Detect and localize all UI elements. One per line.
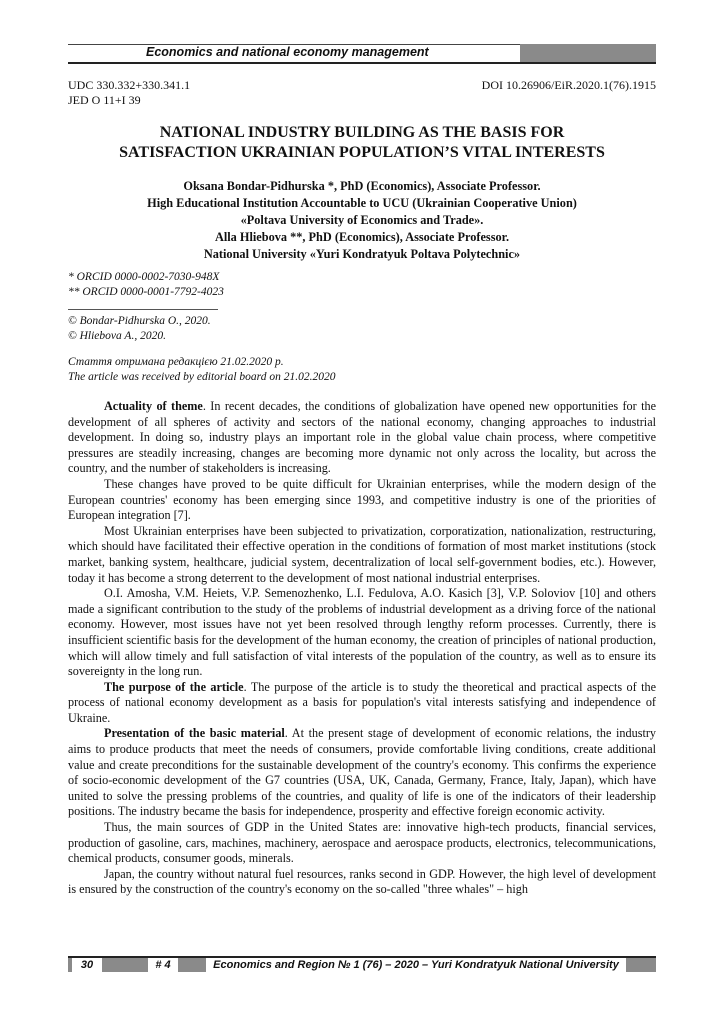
orcid-1[interactable]: * ORCID 0000-0002-7030-948X (68, 271, 220, 283)
running-header (68, 44, 656, 62)
title-line-1: NATIONAL INDUSTRY BUILDING AS THE BASIS FOR (159, 124, 565, 141)
received-note (68, 355, 335, 385)
paragraph-presentation (68, 726, 656, 820)
classification-codes (68, 78, 190, 108)
copyright-2: © Hliebova A., 2020. (68, 330, 166, 342)
heading-presentation: Presentation of the basic material (104, 726, 285, 741)
copyright-divider (68, 309, 218, 310)
paragraph-text: . The purpose of the article is to study the theoretical and practical aspects of the process of national economy development as a basis for population's vital interests satisfying and independence of Ukraine. (68, 679, 656, 725)
header-gray-block (520, 44, 656, 62)
affiliation-1a: High Educational Institution Accountable to UCU (Ukrainian Cooperative Union) (147, 196, 577, 210)
author-1: Oksana Bondar-Pidhurska *, PhD (Economics), Associate Professor. (183, 179, 541, 193)
copyright-block (68, 314, 211, 344)
paragraph-text: . At the present stage of development of economic relations, the industry aims to produce products that meet the needs of consumers, provide comfortable living conditions, create additional value and create preconditions for the sustainable development of the country's economy. This confirms the experience of socio-economic development of the G7 countries (USA, UK, Canada, Germany, France, Italy, Japan), which have united to solve the pressing problems of the countries, and quality of life is one of the indicators of their leadership positions. The industry became the basis for independence, prosperity and effective foreign economic activity. (68, 726, 656, 819)
copyright-1: © Bondar-Pidhurska O., 2020. (68, 315, 211, 327)
paragraph-text: . In recent decades, the conditions of globalization have opened new opportunities for the development of all spheres of activity and sectors of the national economy, changing approaches to industrial development. In doing so, industry plays an important role in the global value chain process, where competitive pressures are steadily increasing, changes are becoming more dynamic not only across the locality, but across the country, and the number of stakeholders is increasing. (68, 399, 656, 476)
paragraph: O.I. Amosha, V.M. Heiets, V.P. Semenozhenko, L.I. Fedulova, A.O. Kasich [3], V.P. Soloviov [10] and others made a significant contribution to the study of the problems of industrial development as a driving force of the national economy. However, most issues have not yet been resolved through lengthy reform processes. Currently, there is insufficient scientific basis for the development of the human economy, the creation of principles of national production, which will allow timely and full satisfaction of vital interests of the population of the country, as well as to ensure its sovereignty in the long run. (68, 586, 656, 679)
article-title (68, 123, 656, 163)
issue-number: # 4 (148, 958, 178, 972)
orcid-2[interactable]: ** ORCID 0000-0001-7792-4023 (68, 286, 224, 298)
page-number: 30 (72, 958, 102, 972)
paragraph-purpose (68, 680, 656, 727)
paragraph: Japan, the country without natural fuel resources, ranks second in GDP. However, the high level of development is ensured by the construction of the country's economy on the so-called "three whales" – high (68, 866, 656, 897)
heading-actuality: Actuality of theme (104, 399, 203, 413)
affiliation-1b: «Poltava University of Economics and Trade». (240, 213, 484, 227)
doi[interactable]: DOI 10.26906/EiR.2020.1(76).1915 (481, 78, 656, 92)
author-2: Alla Hliebova **, PhD (Economics), Associate Professor. (214, 230, 510, 244)
running-footer (68, 958, 656, 972)
paragraph: Thus, the main sources of GDP in the United States are: innovative high-tech products, financial services, production of gasoline, cars, machines, machinery, aerospace and aerospace products, electronics, telecommunications, chemical products, consumer goods, minerals. (68, 820, 656, 866)
article-body (68, 399, 656, 898)
journal-name: Economics and Region № 1 (76) – 2020 – Yuri Kondratyuk National University (206, 958, 626, 972)
author-block (68, 178, 656, 263)
received-ukrainian: Стаття отримана редакцією 21.02.2020 р. (68, 356, 284, 368)
received-english: The article was received by editorial board on 21.02.2020 (68, 371, 336, 383)
affiliation-2: National University «Yuri Kondratyuk Poltava Polytechnic» (203, 247, 521, 261)
section-title: Economics and national economy management (146, 45, 429, 59)
udc-code: UDC 330.332+330.341.1 (68, 78, 191, 92)
jel-code: JED O 11+I 39 (68, 93, 141, 107)
paragraph: These changes have proved to be quite difficult for Ukrainian enterprises, while the modern design of the European countries' economy has been emerging since 1993, and competitive industry is one of the priorities of European integration [7]. (68, 476, 656, 523)
header-rule (68, 62, 656, 64)
orcid-block (68, 270, 224, 300)
paragraph-actuality (68, 399, 656, 477)
paragraph: Most Ukrainian enterprises have been subjected to privatization, corporatization, nationalization, restructuring, which should have facilitated their effective operation in the conditions of formation of most market institutions (stock market, banking system, healthcare, judicial system, decentralization of local self-government bodies, etc.). However, today it has become a strong deterrent to the development of most national industrial enterprises. (68, 523, 656, 585)
heading-purpose: The purpose of the article (104, 679, 244, 694)
title-line-2: SATISFACTION UKRAINIAN POPULATION’S VITAL INTERESTS (119, 144, 605, 161)
